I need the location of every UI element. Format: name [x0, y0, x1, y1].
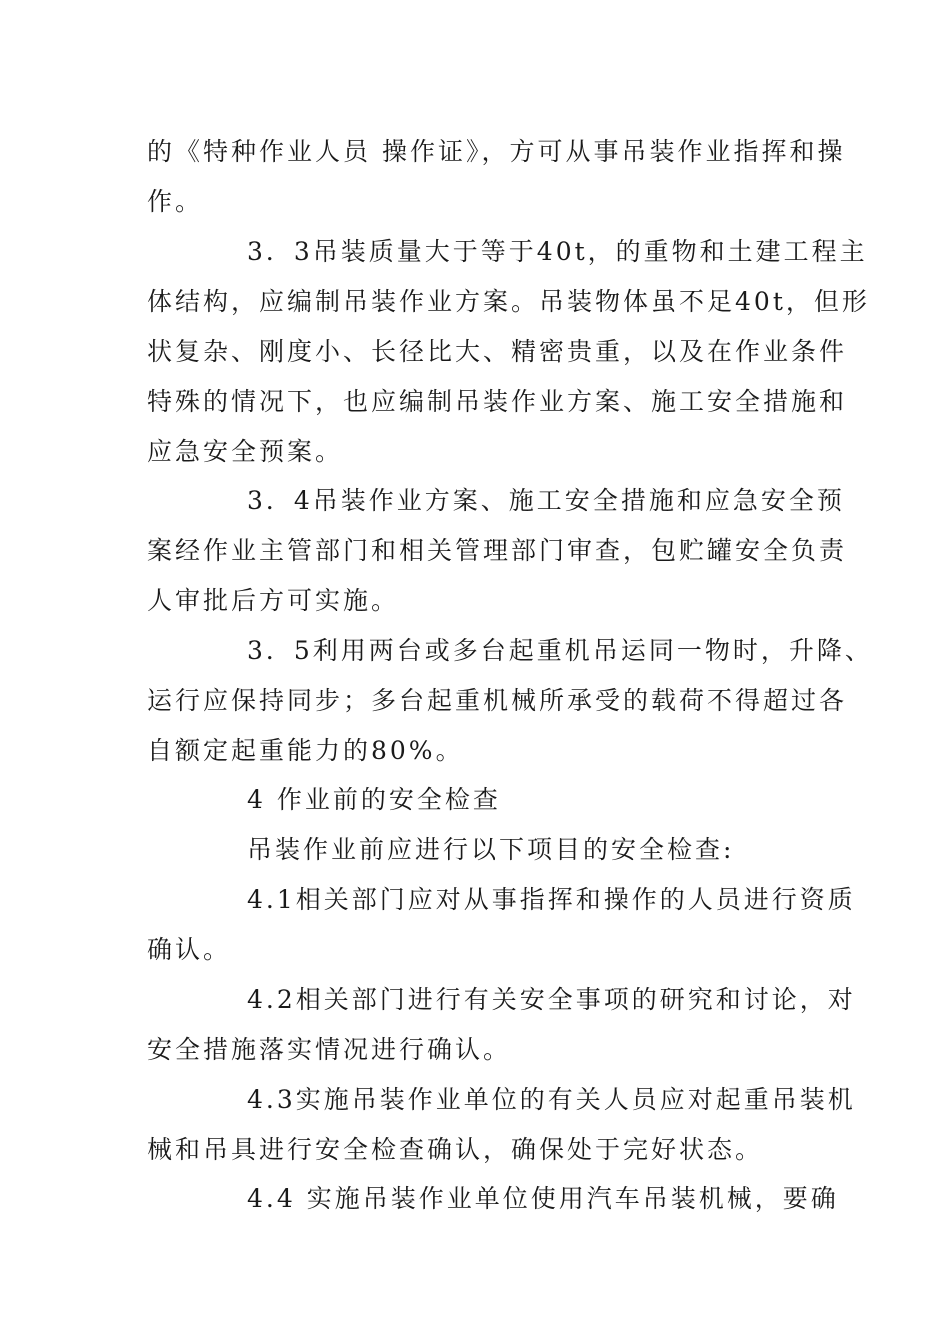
- paragraph-line-4-2: 4.2相关部门进行有关安全事项的研究和讨论，对: [247, 985, 856, 1014]
- text-line: 械和吊具进行安全检查确认，确保处于完好状态。: [147, 1135, 764, 1164]
- text-line: 体结构，应编制吊装作业方案。吊装物体虽不足40t，但形: [147, 287, 870, 316]
- text-line: 自额定起重能力的80%。: [147, 736, 464, 765]
- text-line: 吊装作业前应进行以下项目的安全检查:: [247, 835, 735, 864]
- text-line: 应急安全预案。: [147, 437, 344, 466]
- text-line: 的《特种作业人员 操作证》，方可从事吊装作业指挥和操: [147, 137, 846, 166]
- paragraph-line-3-3: 3．3吊装质量大于等于40t，的重物和土建工程主: [247, 237, 868, 266]
- paragraph-line-4-1: 4.1相关部门应对从事指挥和操作的人员进行资质: [247, 885, 856, 914]
- text-line: 确认。: [147, 935, 232, 964]
- text-line: 状复杂、刚度小、长径比大、精密贵重，以及在作业条件: [147, 337, 848, 366]
- text-line: 安全措施落实情况进行确认。: [147, 1035, 512, 1064]
- paragraph-line-3-4: 3．4吊装作业方案、施工安全措施和应急安全预: [247, 486, 845, 515]
- text-line: 人审批后方可实施。: [147, 586, 400, 615]
- text-line: 案经作业主管部门和相关管理部门审查，包贮罐安全负责: [147, 536, 848, 565]
- text-line: 运行应保持同步；多台起重机械所承受的载荷不得超过各: [147, 686, 848, 715]
- paragraph-line-3-5: 3．5利用两台或多台起重机吊运同一物时，升降、: [247, 636, 873, 665]
- paragraph-line-4-4: 4.4 实施吊装作业单位使用汽车吊装机械，要确: [247, 1184, 839, 1213]
- text-line: 特殊的情况下，也应编制吊装作业方案、施工安全措施和: [147, 387, 848, 416]
- paragraph-line-4-3: 4.3实施吊装作业单位的有关人员应对起重吊装机: [247, 1085, 856, 1114]
- section-heading-4: 4 作业前的安全检查: [247, 785, 501, 814]
- text-line: 作。: [147, 187, 204, 216]
